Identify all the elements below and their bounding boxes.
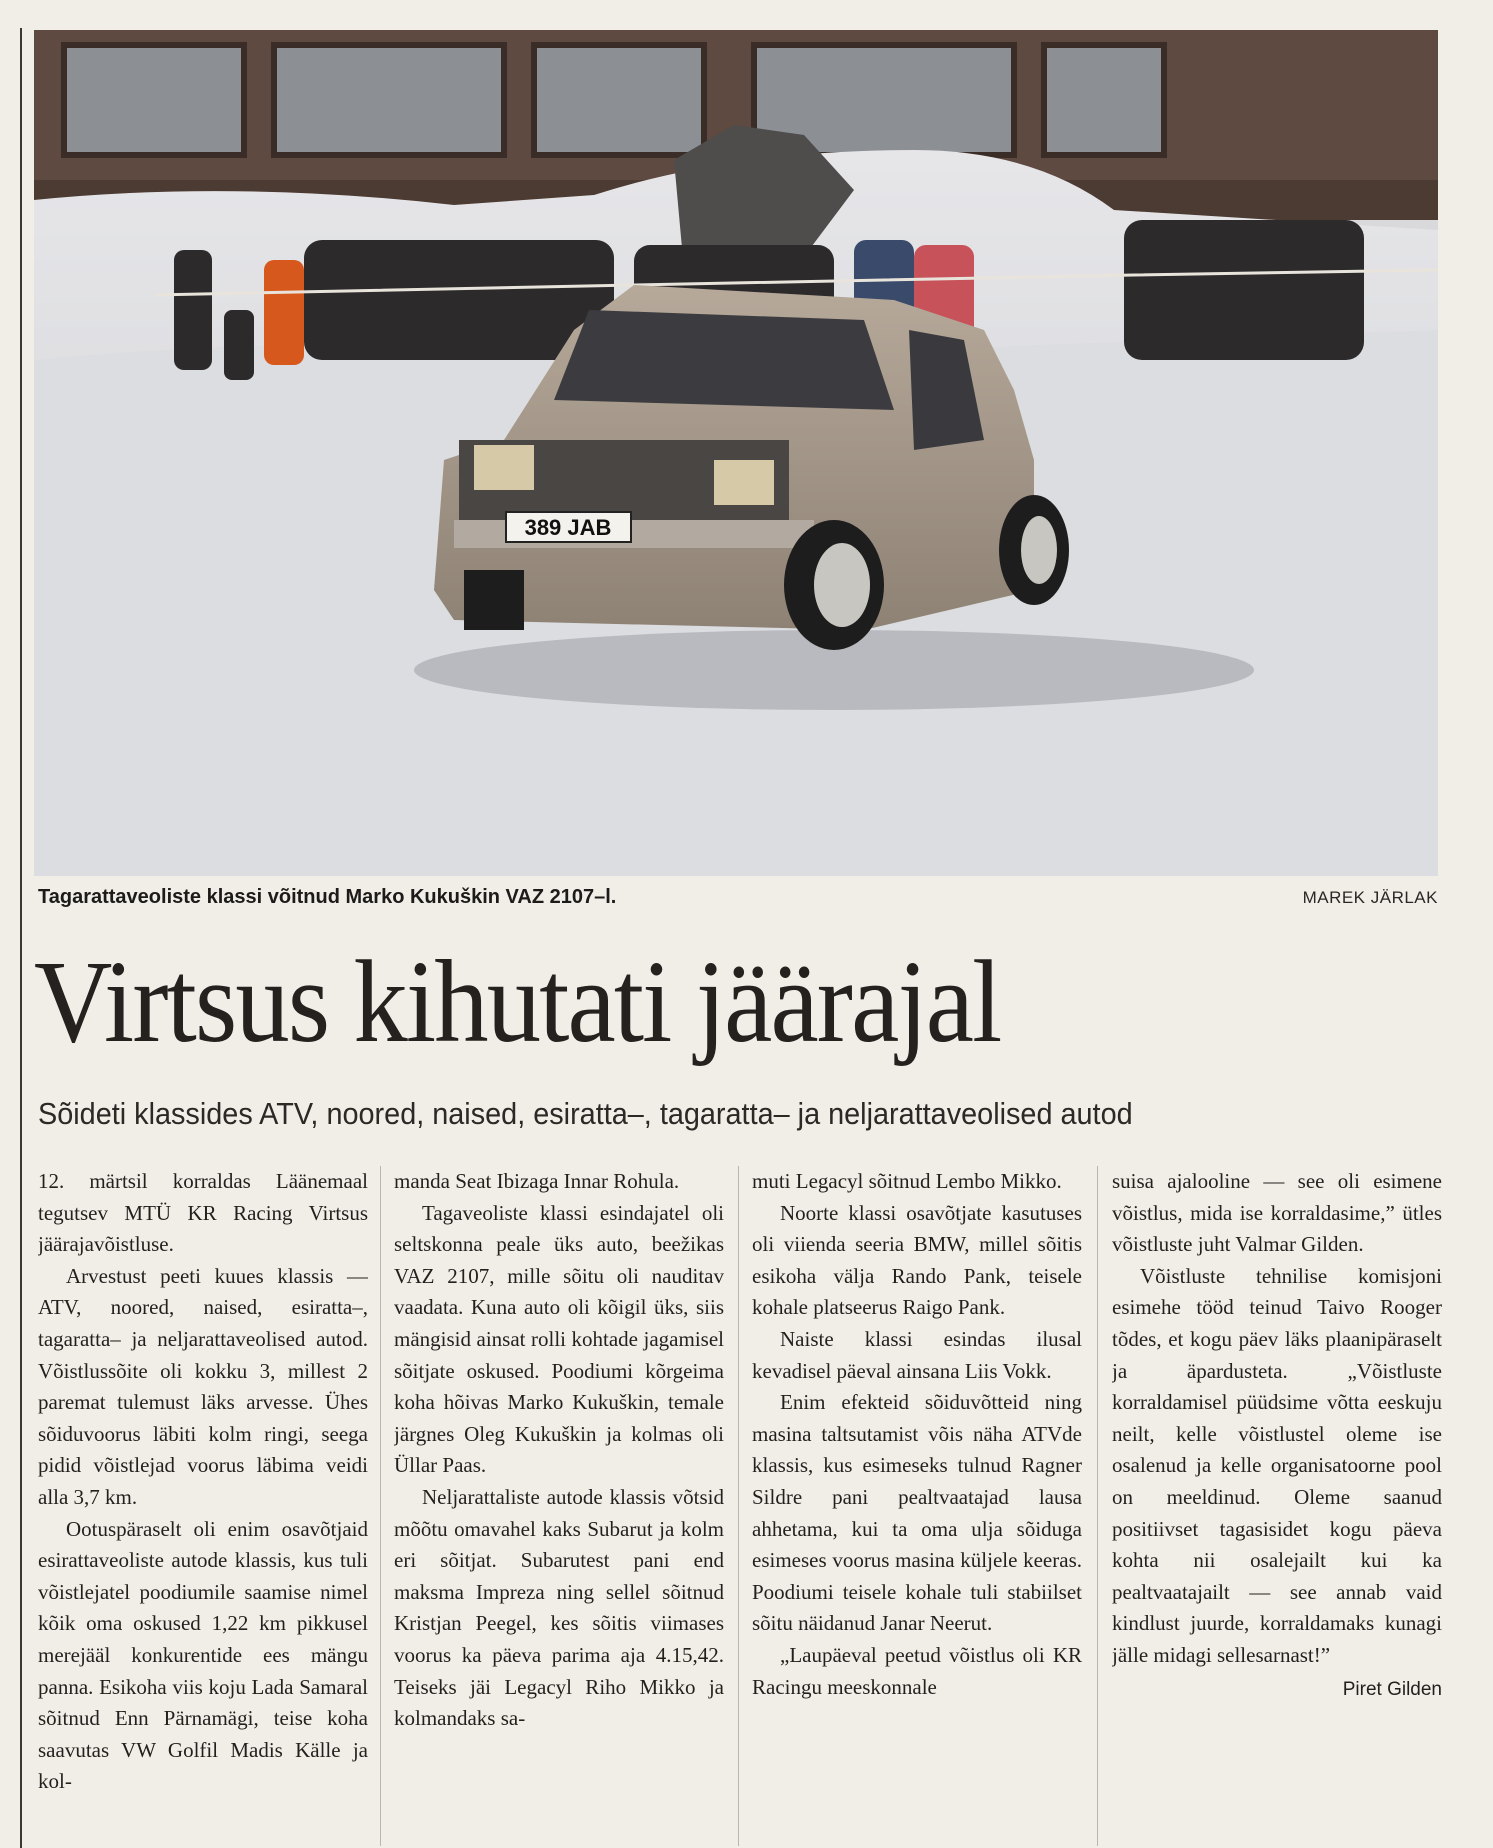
paragraph: manda Seat Ibizaga Innar Rohula. [394, 1169, 680, 1193]
column-divider [1097, 1166, 1098, 1846]
article-column-4 [1112, 1166, 1442, 1846]
paragraph: Neljarattaliste autode klassis võtsid mõõtu omavahel kaks Subarut ja kolm eri sõitjat. Subarutest pani end maksma Impreza ning sellel sõitnud Kristjan Peegel, kes sõitis viimases voorus ka päeva parima aja 4.15,42. Teiseks jäi Legacyl Riho Mikko ja kolmandaks sa- [394, 1484, 724, 1731]
photo-credit: MAREK JÄRLAK [1302, 888, 1438, 907]
paragraph: Võistluste tehnilise komisjoni esimehe tööd teinud Taivo Rooger tõdes, et kogu päev läks plaanipäraselt ja äpardusteta. „Võistluste korraldamisel püüdsime võtta eeskuju neilt, kelle võistlustel oleme ise osalenud ja kelle organisatoorne pool on meeldinud. Oleme saanud positiivset tagasisidet kogu päeva kohta nii osalejailt kui ka pealtvaatajailt — see annab vaid kindlust juurde, korraldamaks kunagi jälle midagi sellesarnast!” [1112, 1263, 1442, 1667]
paragraph: Enim efekteid sõiduvõtteid ning masina taltsutamist võis näha ATVde klassis, kus esimeseks tulnud Ragner Sildre pani pealtvaatajad lausa ahhetama, kui ta oma ulja sõiduga esimeses voorus masina küljele keeras. Poodiumi teisele kohale tuli stabiilset sõitu näidanud Janar Neerut. [752, 1390, 1082, 1636]
article-photo [34, 30, 1438, 876]
paragraph: Tagaveoliste klassi esindajatel oli seltskonna peale üks auto, beežikas VAZ 2107, mille sõitu oli nauditav vaadata. Kuna auto oli kõigil üks, siis mängisid ainsat rolli kohtade jagamisel sõitjate oskused. Poodiumi kõrgeima koha hõivas Marko Kukuškin, temale järgnes Oleg Kukuškin ja kolmas oli Üllar Paas. [394, 1200, 724, 1478]
article-column-3 [752, 1166, 1082, 1846]
paragraph: suisa ajalooline — see oli esimene võistlus, mida ise korraldasime,” ütles võistluste juht Valmar Gilden. [1112, 1169, 1442, 1257]
photo-caption: Tagarattaveoliste klassi võitnud Marko Kukuškin VAZ 2107–l. [38, 886, 617, 908]
paragraph: muti Legacyl sõitnud Lembo Mikko. [752, 1169, 1062, 1193]
paragraph: 12. märtsil korraldas Läänemaal tegutsev MTÜ KR Racing Virtsus jäärajavõistluse. [38, 1169, 368, 1257]
article-column-2 [394, 1166, 724, 1846]
paragraph: Noorte klassi osavõtjate kasutuses oli viienda seeria BMW, millel sõitis esikoha välja Rando Pank, teisele kohale platseerus Raigo Pank. [752, 1200, 1082, 1320]
column-divider [380, 1166, 381, 1846]
left-margin-rule [20, 28, 22, 1848]
paragraph: Naiste klassi esindas ilusal kevadisel päeval ainsana Liis Vokk. [752, 1326, 1082, 1383]
article-headline: Virtsus kihutati jäärajal [34, 936, 1001, 1067]
article-column-1 [38, 1166, 368, 1846]
paragraph: Arvestust peeti kuues klassis — ATV, noored, naised, esiratta–, tagaratta– ja neljarattaveolised autod. Võistlussõite oli kokku 3, millest 2 paremat tulemust läks arvesse. Ühes sõiduvoorus läbiti kolm ringi, seega pidid võistlejad voorus läbima veidi alla 3,7 km. [38, 1263, 368, 1509]
article-subheadline: Sõideti klassides ATV, noored, naised, esiratta–, tagaratta– ja neljarattaveolised autod [38, 1096, 1133, 1131]
license-plate: 389 JAB [524, 515, 612, 540]
column-divider [738, 1166, 739, 1846]
paragraph: Ootuspäraselt oli enim osavõtjaid esirattaveoliste autode klassis, kus tuli võistlejatel poodiumile saamise nimel kõik oma oskused 1,22 km pikkusel merejääl konkurentide ees mängu panna. Esikoha viis koju Lada Samaral sõitnud Enn Pärnamägi, teise koha saavutas VW Golfil Madis Källe ja kol- [38, 1516, 368, 1794]
paragraph: „Laupäeval peetud võistlus oli KR Racingu meeskonnale [752, 1642, 1082, 1699]
author-signature: Piret Gilden [1342, 1678, 1442, 1700]
